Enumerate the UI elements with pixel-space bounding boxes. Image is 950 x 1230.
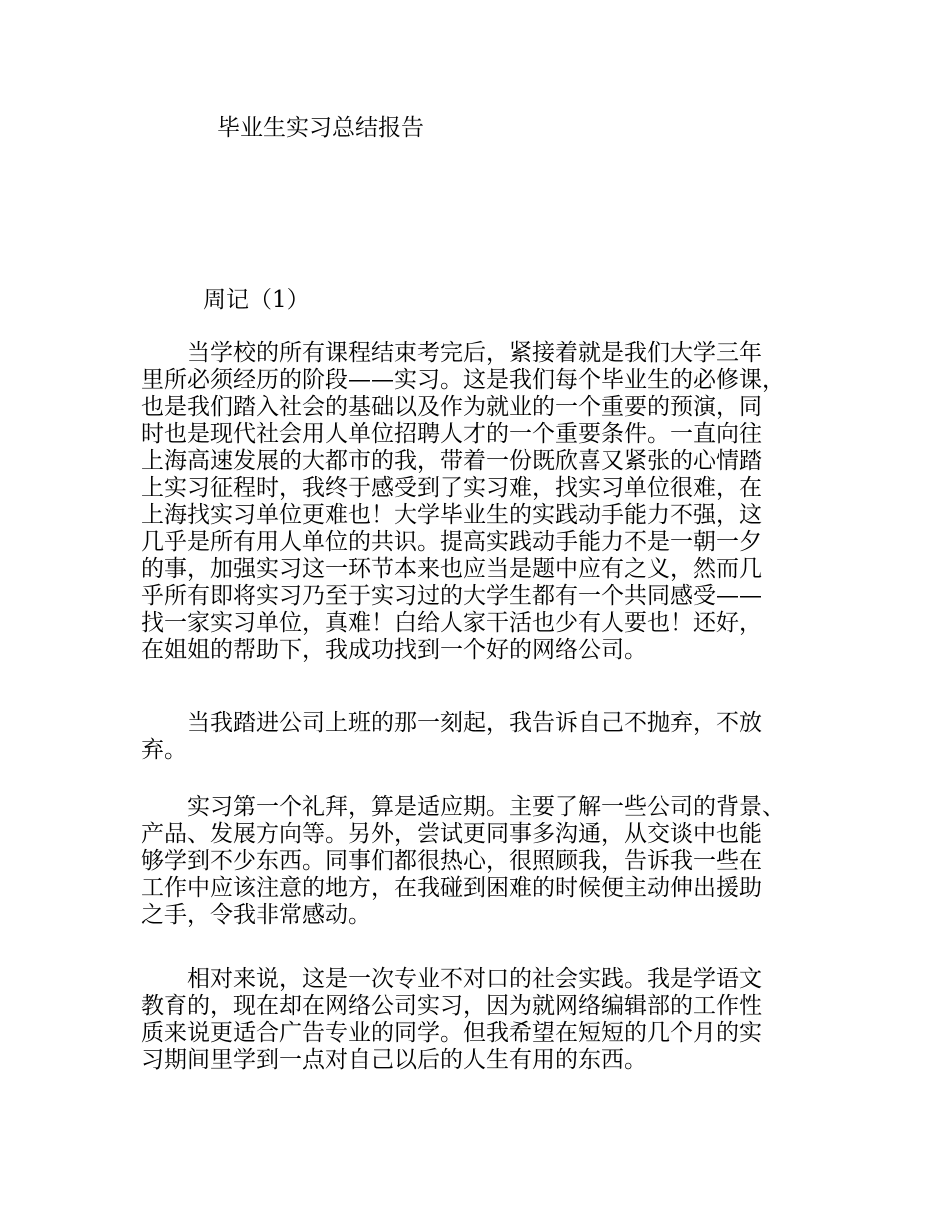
section-heading: 周记（1） (203, 287, 310, 313)
paragraph-line: 质来说更适合广告专业的同学。但我希望在短短的几个月的实 (141, 1020, 762, 1046)
paragraph-line: 里所必须经历的阶段——实习。这是我们每个毕业生的必修课， (141, 367, 785, 393)
paragraph-line: 时也是现代社会用人单位招聘人才的一个重要条件。一直向往 (141, 421, 762, 447)
paragraph-line: 几乎是所有用人单位的共识。提高实践动手能力不是一朝一夕 (141, 529, 762, 555)
paragraph-line: 相对来说，这是一次专业不对口的社会实践。我是学语文 (141, 966, 762, 992)
paragraph-line: 当我踏进公司上班的那一刻起，我告诉自己不抛弃，不放 (141, 710, 762, 736)
paragraph-line: 产品、发展方向等。另外，尝试更同事多沟通，从交谈中也能 (141, 821, 762, 847)
paragraph-line: 也是我们踏入社会的基础以及作为就业的一个重要的预演，同 (141, 394, 762, 420)
paragraph-line: 上海找实习单位更难也！大学毕业生的实践动手能力不强，这 (141, 502, 762, 528)
paragraph-line: 工作中应该注意的地方，在我碰到困难的时候便主动伸出援助 (141, 875, 762, 901)
paragraph-line: 上海高速发展的大都市的我，带着一份既欣喜又紧张的心情踏 (141, 448, 762, 474)
paragraph-line: 当学校的所有课程结束考完后，紧接着就是我们大学三年 (141, 340, 762, 366)
paragraph-line: 教育的，现在却在网络公司实习，因为就网络编辑部的工作性 (141, 993, 762, 1019)
paragraph-line: 够学到不少东西。同事们都很热心，很照顾我，告诉我一些在 (141, 848, 762, 874)
paragraph-line: 习期间里学到一点对自己以后的人生有用的东西。 (141, 1047, 647, 1073)
paragraph-line: 乎所有即将实习乃至于实习过的大学生都有一个共同感受—— (141, 583, 762, 609)
paragraph-line: 之手，令我非常感动。 (141, 902, 371, 928)
document-title: 毕业生实习总结报告 (217, 115, 424, 141)
paragraph-line: 的事，加强实习这一环节本来也应当是题中应有之义，然而几 (141, 556, 762, 582)
paragraph-line: 上实习征程时，我终于感受到了实习难，找实习单位很难，在 (141, 475, 762, 501)
paragraph-line: 弃。 (141, 737, 187, 763)
paragraph-1 (141, 340, 821, 664)
paragraph-2 (141, 710, 821, 764)
paragraph-3 (141, 794, 821, 929)
paragraph-line: 在姐姐的帮助下，我成功找到一个好的网络公司。 (141, 637, 647, 663)
paragraph-4 (141, 966, 821, 1074)
paragraph-line: 实习第一个礼拜，算是适应期。主要了解一些公司的背景、 (141, 794, 785, 820)
paragraph-line: 找一家实习单位，真难！白给人家干活也少有人要也！还好， (141, 610, 762, 636)
